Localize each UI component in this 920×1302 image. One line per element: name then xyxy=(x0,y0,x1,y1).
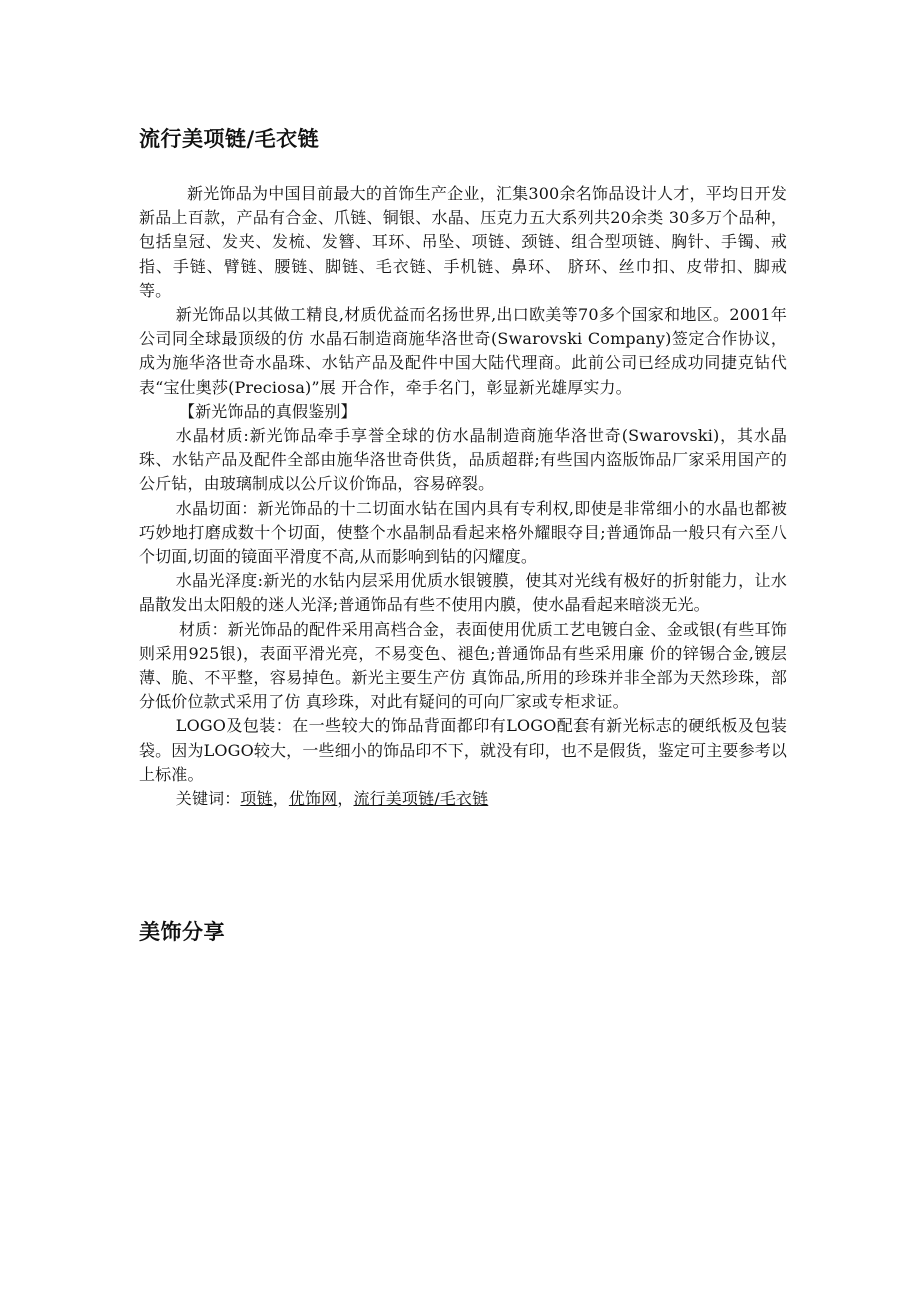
keyword-link-sweater-chain[interactable]: 流行美项链/毛衣链 xyxy=(353,789,489,809)
keywords-label: 关键词： xyxy=(175,789,241,809)
paragraph-logo-packaging: LOGO及包装：在一些较大的饰品背面都印有LOGO配套有新光标志的硬纸板及包装袋。因为LOGO较大，一些细小的饰品印不下，就没有印，也不是假货，鉴定可主要参考以上标准。 xyxy=(139,716,787,784)
paragraph-company: 新光饰品以其做工精良,材质优益而名扬世界,出口欧美等70多个国家和地区。2001年公司同全球最顶级的仿 水晶石制造商施华洛世奇(Swarovski Company)签定合作协议，成为施华洛世奇水晶珠、水钻产品及配件中国大陆代理商。此前公司已经成功同捷克钻代表“宝仕奥莎(Preciosa)”展 开合作，牵手名门，彰显新光雄厚实力。 xyxy=(139,305,787,397)
section-title-share: 美饰分享 xyxy=(139,919,225,944)
keyword-link-necklace[interactable]: 项链 xyxy=(240,789,273,809)
paragraph-intro: 新光饰品为中国目前最大的首饰生产企业，汇集300余名饰品设计人才，平均日开发新品上百款，产品有合金、爪链、铜银、水晶、压克力五大系列共20余类 30多万个品种，包括皇冠、发夹、发梳、发簪、耳环、吊坠、项链、颈链、组合型项链、胸针、手镯、戒指、手链、臂链、腰链、脚链、毛衣链、手机链、鼻环、 脐环、丝巾扣、皮带扣、脚戒等。 xyxy=(139,184,787,300)
paragraph-metal-material: 材质：新光饰品的配件采用高档合金，表面使用优质工艺电镀白金、金或银(有些耳饰则采用925银)，表面平滑光亮，不易变色、褪色;普通饰品有些采用廉 价的锌锡合金,镀层薄、脆、不平整，容易掉色。新光主要生产仿 真饰品,所用的珍珠并非全部为天然珍珠，部分低价位款式采用了仿 真珍珠，对此有疑问的可向厂家或专柜求证。 xyxy=(139,619,787,712)
paragraph-crystal-luster: 水晶光泽度:新光的水钻内层采用优质水银镀膜，使其对光线有极好的折射能力，让水晶散发出太阳般的迷人光泽;普通饰品有些不使用内膜，使水晶看起来暗淡无光。 xyxy=(139,571,787,615)
keyword-link-youshi[interactable]: 优饰网 xyxy=(288,789,338,809)
keyword-separator: ， xyxy=(337,789,354,809)
subheading-authenticity: 【新光饰品的真假鉴别】 xyxy=(179,401,357,421)
paragraph-crystal-cut: 水晶切面：新光饰品的十二切面水钻在国内具有专利权,即使是非常细小的水晶也都被巧妙地打磨成数十个切面，使整个水晶制品看起来格外耀眼夺目;普通饰品一般只有六至八个切面,切面的镜面平滑度不高,从而影响到钻的闪耀度。 xyxy=(139,498,787,567)
article-body xyxy=(139,182,787,811)
paragraph-crystal-material: 水晶材质:新光饰品牵手享誉全球的仿水晶制造商施华洛世奇(Swarovski)，其水晶珠、水钻产品及配件全部由施华洛世奇供货，品质超群;有些国内盗版饰品厂家采用国产的公斤钻，由玻璃制成以公斤议价饰品，容易碎裂。 xyxy=(139,426,787,494)
keywords-line xyxy=(139,787,787,811)
keyword-separator: ， xyxy=(272,789,289,809)
section-title: 流行美项链/毛衣链 xyxy=(139,126,320,151)
